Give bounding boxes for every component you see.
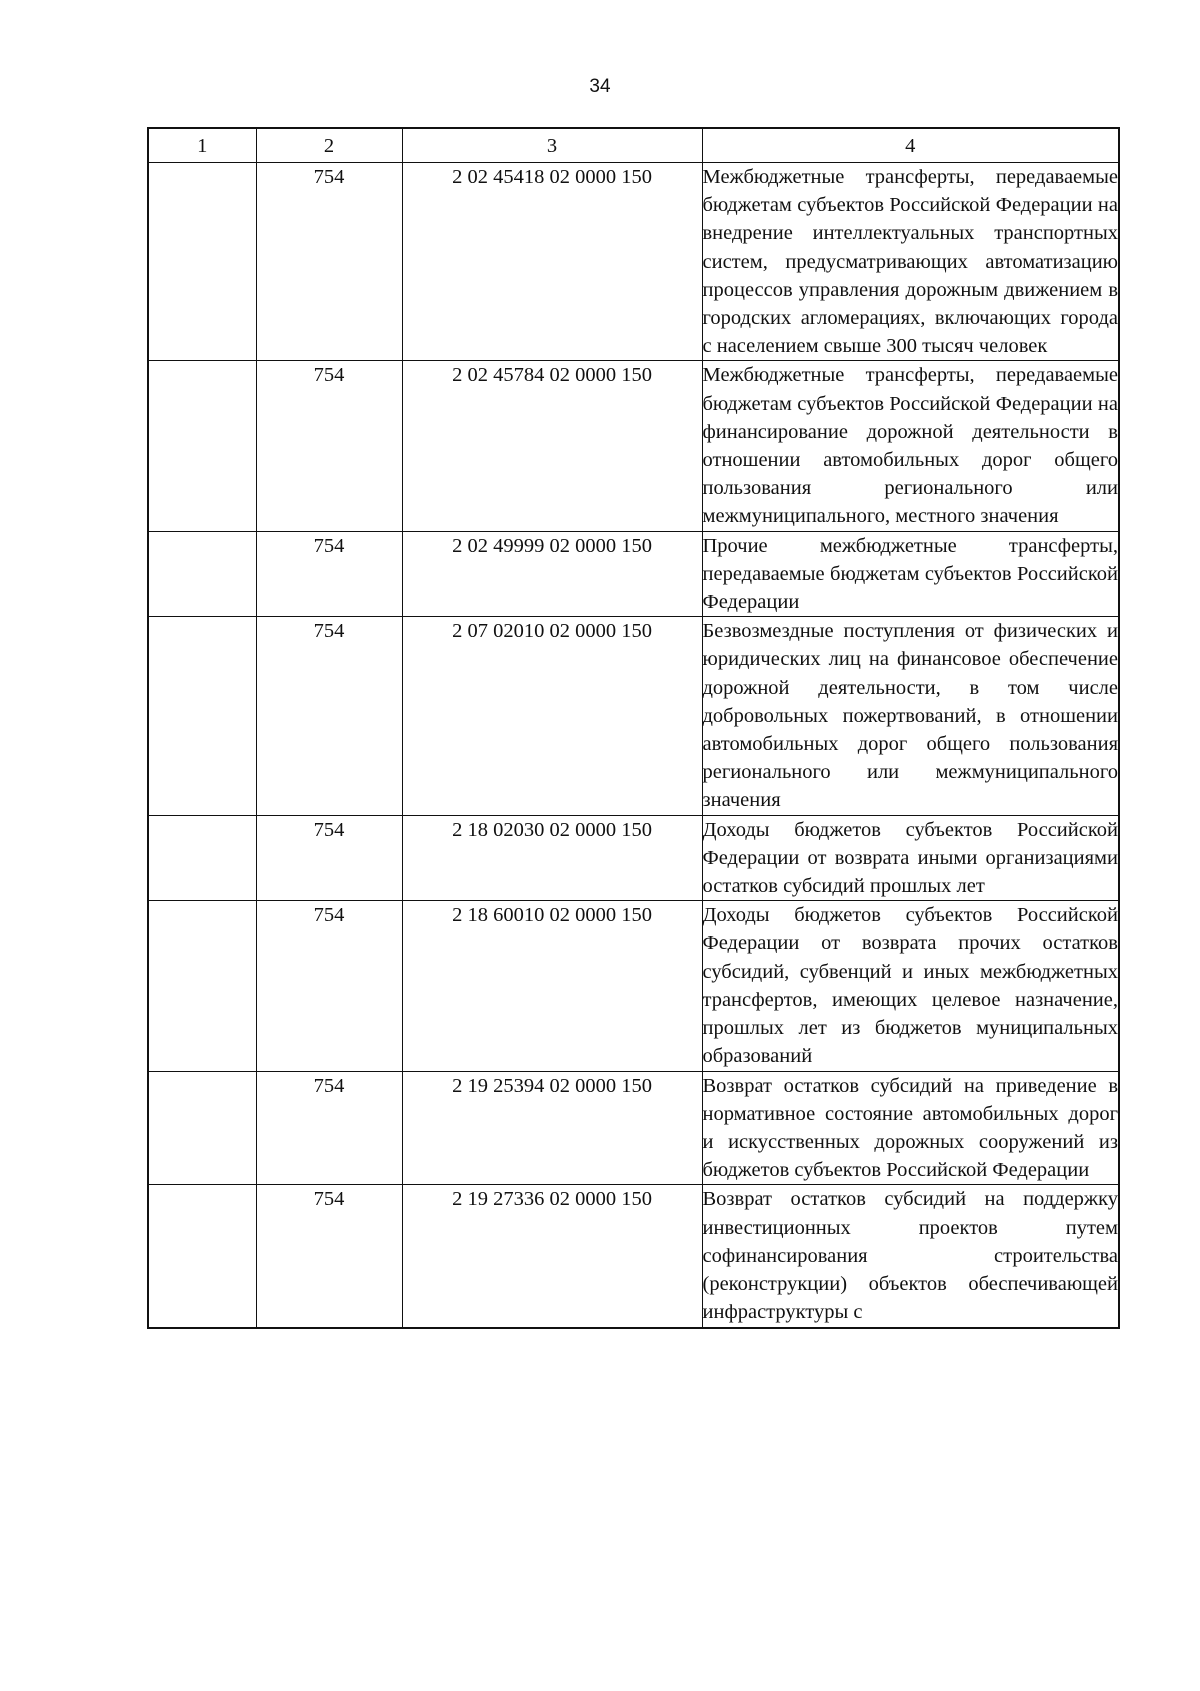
header-col-3: 3 xyxy=(402,128,702,163)
table-row xyxy=(148,617,1119,815)
table-row xyxy=(148,1071,1119,1185)
admin-code: 754 xyxy=(256,901,402,1071)
header-col-4: 4 xyxy=(702,128,1119,163)
kbk-code: 2 19 25394 02 0000 150 xyxy=(402,1071,702,1185)
description: Доходы бюджетов субъектов Российской Федерации от возврата прочих остатков субсидий, субвенций и иных межбюджетных трансфертов, имеющих целевое назначение, прошлых лет из бюджетов муниципальных образований xyxy=(702,901,1119,1071)
admin-code: 754 xyxy=(256,531,402,617)
page-number: 34 xyxy=(589,76,611,97)
admin-code: 754 xyxy=(256,1185,402,1329)
kbk-code: 2 18 02030 02 0000 150 xyxy=(402,815,702,901)
description xyxy=(702,1185,1119,1329)
row-col-1 xyxy=(148,361,256,531)
description: Межбюджетные трансферты, передаваемые бюджетам субъектов Российской Федерации на финансирование дорожной деятельности в отношении автомобильных дорог общего пользования регионального или межмуниципального, местного значения xyxy=(702,361,1119,531)
table-row xyxy=(148,531,1119,617)
row-col-1 xyxy=(148,1185,256,1329)
row-col-1 xyxy=(148,901,256,1071)
table-row xyxy=(148,901,1119,1071)
budget-codes-table xyxy=(147,127,1120,1329)
row-col-1 xyxy=(148,617,256,815)
row-col-1 xyxy=(148,531,256,617)
kbk-code: 2 02 45784 02 0000 150 xyxy=(402,361,702,531)
kbk-code: 2 18 60010 02 0000 150 xyxy=(402,901,702,1071)
description-text: Возврат остатков субсидий на поддержку инвестиционных проектов путем софинансирования строительства (реконструкции) объектов обеспечивающей инфраструктуры с xyxy=(702,1188,1118,1324)
table-row xyxy=(148,163,1119,361)
table-row xyxy=(148,1185,1119,1329)
table-header xyxy=(148,128,1119,163)
header-col-2: 2 xyxy=(256,128,402,163)
kbk-code: 2 07 02010 02 0000 150 xyxy=(402,617,702,815)
header-row xyxy=(148,128,1119,163)
admin-code: 754 xyxy=(256,361,402,531)
description: Прочие межбюджетные трансферты, передаваемые бюджетам субъектов Российской Федерации xyxy=(702,531,1119,617)
admin-code: 754 xyxy=(256,815,402,901)
description: Возврат остатков субсидий на приведение в нормативное состояние автомобильных дорог и искусственных дорожных сооружений из бюджетов субъектов Российской Федерации xyxy=(702,1071,1119,1185)
row-col-1 xyxy=(148,163,256,361)
description: Доходы бюджетов субъектов Российской Федерации от возврата иными организациями остатков субсидий прошлых лет xyxy=(702,815,1119,901)
row-col-1 xyxy=(148,1071,256,1185)
description: Межбюджетные трансферты, передаваемые бюджетам субъектов Российской Федерации на внедрение интеллектуальных транспортных систем, предусматривающих автоматизацию процессов управления дорожным движением в городских агломерациях, включающих города с населением свыше 300 тысяч человек xyxy=(702,163,1119,361)
kbk-code: 2 02 49999 02 0000 150 xyxy=(402,531,702,617)
kbk-code: 2 02 45418 02 0000 150 xyxy=(402,163,702,361)
kbk-code: 2 19 27336 02 0000 150 xyxy=(402,1185,702,1329)
header-col-1: 1 xyxy=(148,128,256,163)
table-row xyxy=(148,815,1119,901)
table-row xyxy=(148,361,1119,531)
description: Безвозмездные поступления от физических и юридических лиц на финансовое обеспечение дорожной деятельности, в том числе добровольных пожертвований, в отношении автомобильных дорог общего пользования регионального или межмуниципального значения xyxy=(702,617,1119,815)
table-body xyxy=(148,163,1119,1329)
admin-code: 754 xyxy=(256,617,402,815)
admin-code: 754 xyxy=(256,1071,402,1185)
admin-code: 754 xyxy=(256,163,402,361)
row-col-1 xyxy=(148,815,256,901)
